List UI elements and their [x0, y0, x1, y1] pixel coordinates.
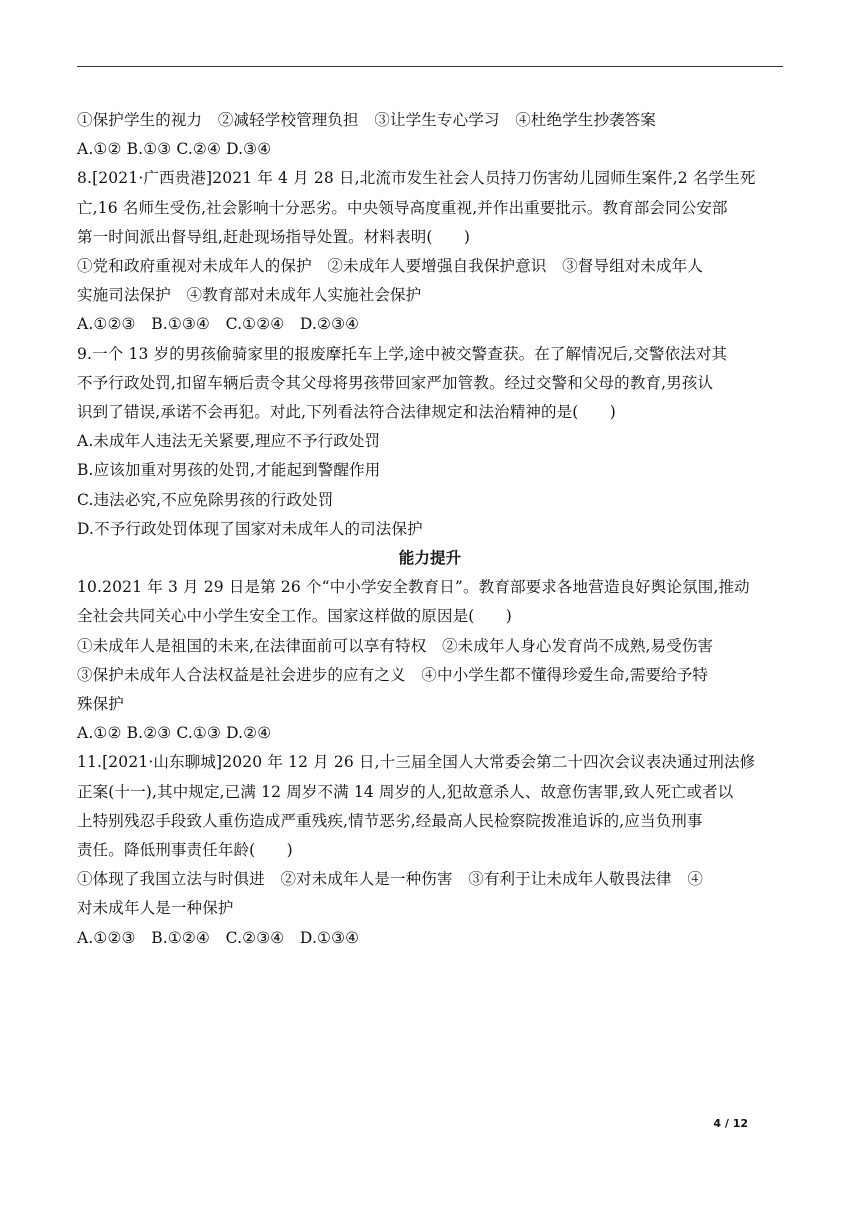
text-line: 9.一个 13 岁的男孩偷骑家里的报废摩托车上学,途中被交警查获。在了解情况后,交警依法对其 [77, 344, 728, 363]
text-line: 10.2021 年 3 月 29 日是第 26 个“中小学安全教育日”。教育部要求各地营造良好舆论氛围,推动 [77, 578, 750, 597]
text-line: 第一时间派出督导组,赶赴现场指导处置。材料表明( ) [77, 227, 471, 246]
text-line: 责任。降低刑事责任年龄( ) [77, 841, 293, 860]
text-line: 正案(十一),其中规定,已满 12 周岁不满 14 周岁的人,犯故意杀人、故意伤害罪,致人死亡或者以 [77, 782, 734, 801]
text-line: ①未成年人是祖国的未来,在法律面前可以享有特权 ②未成年人身心发育尚不成熟,易受伤害 [77, 636, 714, 655]
text-line: A.①②③ B.①②④ C.②③④ D.①③④ [77, 928, 360, 947]
text-line: A.①②③ B.①③④ C.①②④ D.②③④ [77, 315, 360, 334]
text-line: 亡,16 名师生受伤,社会影响十分恶劣。中央领导高度重视,并作出重要批示。教育部会同公安部 [77, 198, 728, 217]
text-line: 上特别残忍手段致人重伤造成严重残疾,情节恶劣,经最高人民检察院拨准追诉的,应当负刑事 [77, 811, 703, 830]
text-line: C.违法必究,不应免除男孩的行政处罚 [77, 490, 334, 509]
text-line: B.应该加重对男孩的处罚,才能起到警醒作用 [77, 461, 381, 480]
text-line: 11.[2021·山东聊城]2020 年 12 月 26 日,十三届全国人大常委会第二十四次会议表决通过刑法修 [77, 753, 756, 772]
text-line: 殊保护 [77, 695, 124, 714]
text-line: D.不予行政处罚体现了国家对未成年人的司法保护 [77, 519, 423, 538]
page-number: 4 / 12 [713, 1117, 748, 1130]
section-title: 能力提升 [398, 549, 462, 568]
text-line: 实施司法保护 ④教育部对未成年人实施社会保护 [77, 286, 422, 305]
text-line: ①体现了我国立法与时俱进 ②对未成年人是一种伤害 ③有利于让未成年人敬畏法律 ④ [77, 870, 704, 889]
page-content [77, 106, 783, 953]
text-line: 全社会共同关心中小学生安全工作。国家这样做的原因是( ) [77, 607, 512, 626]
text-line: A.①② B.②③ C.①③ D.②④ [77, 724, 272, 743]
text-line: ①保护学生的视力 ②减轻学校管理负担 ③让学生专心学习 ④杜绝学生抄袭答案 [77, 111, 657, 129]
text-line: 对未成年人是一种保护 [77, 899, 234, 918]
text-line: A.①② B.①③ C.②④ D.③④ [77, 140, 272, 159]
text-line: 识到了错误,承诺不会再犯。对此,下列看法符合法律规定和法治精神的是( ) [77, 403, 617, 422]
text-line: A.未成年人违法无关紧要,理应不予行政处罚 [77, 432, 381, 451]
header-rule [77, 66, 783, 67]
text-line: ①党和政府重视对未成年人的保护 ②未成年人要增强自我保护意识 ③督导组对未成年人 [77, 257, 704, 276]
text-line: 不予行政处罚,扣留车辆后责令其父母将男孩带回家严加管教。经过交警和父母的教育,男孩认 [77, 373, 714, 392]
text-line: 8.[2021·广西贵港]2021 年 4 月 28 日,北流市发生社会人员持刀伤害幼儿园师生案件,2 名学生死 [77, 169, 756, 188]
text-line: ③保护未成年人合法权益是社会进步的应有之义 ④中小学生都不懂得珍爱生命,需要给予特 [77, 665, 709, 684]
